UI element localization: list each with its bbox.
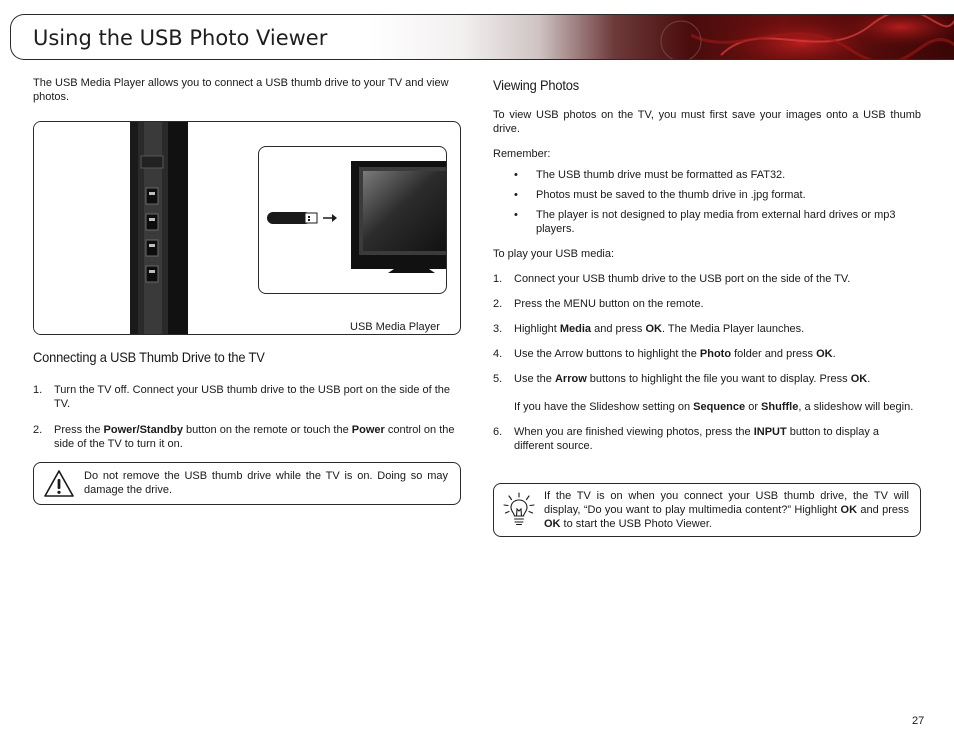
connect-steps bbox=[33, 383, 461, 463]
section-heading-connecting: Connecting a USB Thumb Drive to the TV bbox=[33, 349, 265, 365]
list-item: 1. Connect your USB thumb drive to the USB port on the side of the TV. bbox=[493, 273, 851, 285]
usb-connection-inset bbox=[258, 146, 447, 294]
warning-callout bbox=[33, 462, 461, 505]
section-heading-viewing: Viewing Photos bbox=[493, 77, 579, 93]
list-item: 6. When you are finished viewing photos, press the INPUT button to display a different source. bbox=[493, 426, 880, 452]
list-item: 1. Turn the TV off. Connect your USB thumb drive to the USB port on the side of the TV. bbox=[33, 384, 451, 410]
remember-label: Remember: bbox=[493, 148, 551, 160]
lightbulb-icon bbox=[503, 492, 535, 528]
list-item: • The USB thumb drive must be formatted as FAT32. bbox=[514, 169, 786, 181]
list-item: 2. Press the Power/Standby button on the remote or touch the Power control on the side of the TV to turn it on. bbox=[33, 424, 455, 450]
list-item: 2. Press the MENU button on the remote. bbox=[493, 298, 704, 310]
list-item: • The player is not designed to play media from external hard drives or mp3 players. bbox=[514, 209, 896, 235]
warning-text: Do not remove the USB thumb drive while the TV is on. Doing so may damage the drive. bbox=[84, 470, 448, 496]
remember-list bbox=[493, 168, 921, 236]
viewing-intro: To view USB photos on the TV, you must first save your images onto a USB thumb drive. bbox=[493, 109, 921, 135]
intro-paragraph: The USB Media Player allows you to connect a USB thumb drive to your TV and view photos. bbox=[33, 77, 449, 103]
list-item: 5. Use the Arrow buttons to highlight the file you want to display. Press OK. If you have the Slideshow setting on Sequence or Shuffle, a slideshow will begin. bbox=[493, 373, 914, 413]
warning-triangle-icon bbox=[43, 468, 75, 500]
header-decoration bbox=[571, 15, 954, 60]
page-header bbox=[10, 14, 954, 60]
to-play-label: To play your USB media: bbox=[493, 248, 615, 260]
arrow-right-icon bbox=[323, 214, 337, 222]
tip-text: If the TV is on when you connect your USB thumb drive, the TV will display, “Do you want to play multimedia content?” Highlight OK and press OK to start the USB Photo Viewer. bbox=[544, 490, 909, 530]
viewing-content bbox=[493, 108, 921, 464]
list-item: • Photos must be saved to the thumb drive in .jpg format. bbox=[514, 189, 806, 201]
usb-drive-to-tv-illustration bbox=[259, 147, 446, 293]
page-title: Using the USB Photo Viewer bbox=[33, 26, 328, 50]
tip-callout bbox=[493, 483, 921, 537]
list-item: 4. Use the Arrow buttons to highlight the Photo folder and press OK. bbox=[493, 348, 836, 360]
list-item: 3. Highlight Media and press OK. The Media Player launches. bbox=[493, 323, 805, 335]
page-number: 27 bbox=[912, 715, 925, 727]
play-steps bbox=[493, 272, 921, 453]
figure-caption: USB Media Player bbox=[350, 321, 440, 333]
usb-media-player-figure bbox=[33, 121, 461, 335]
